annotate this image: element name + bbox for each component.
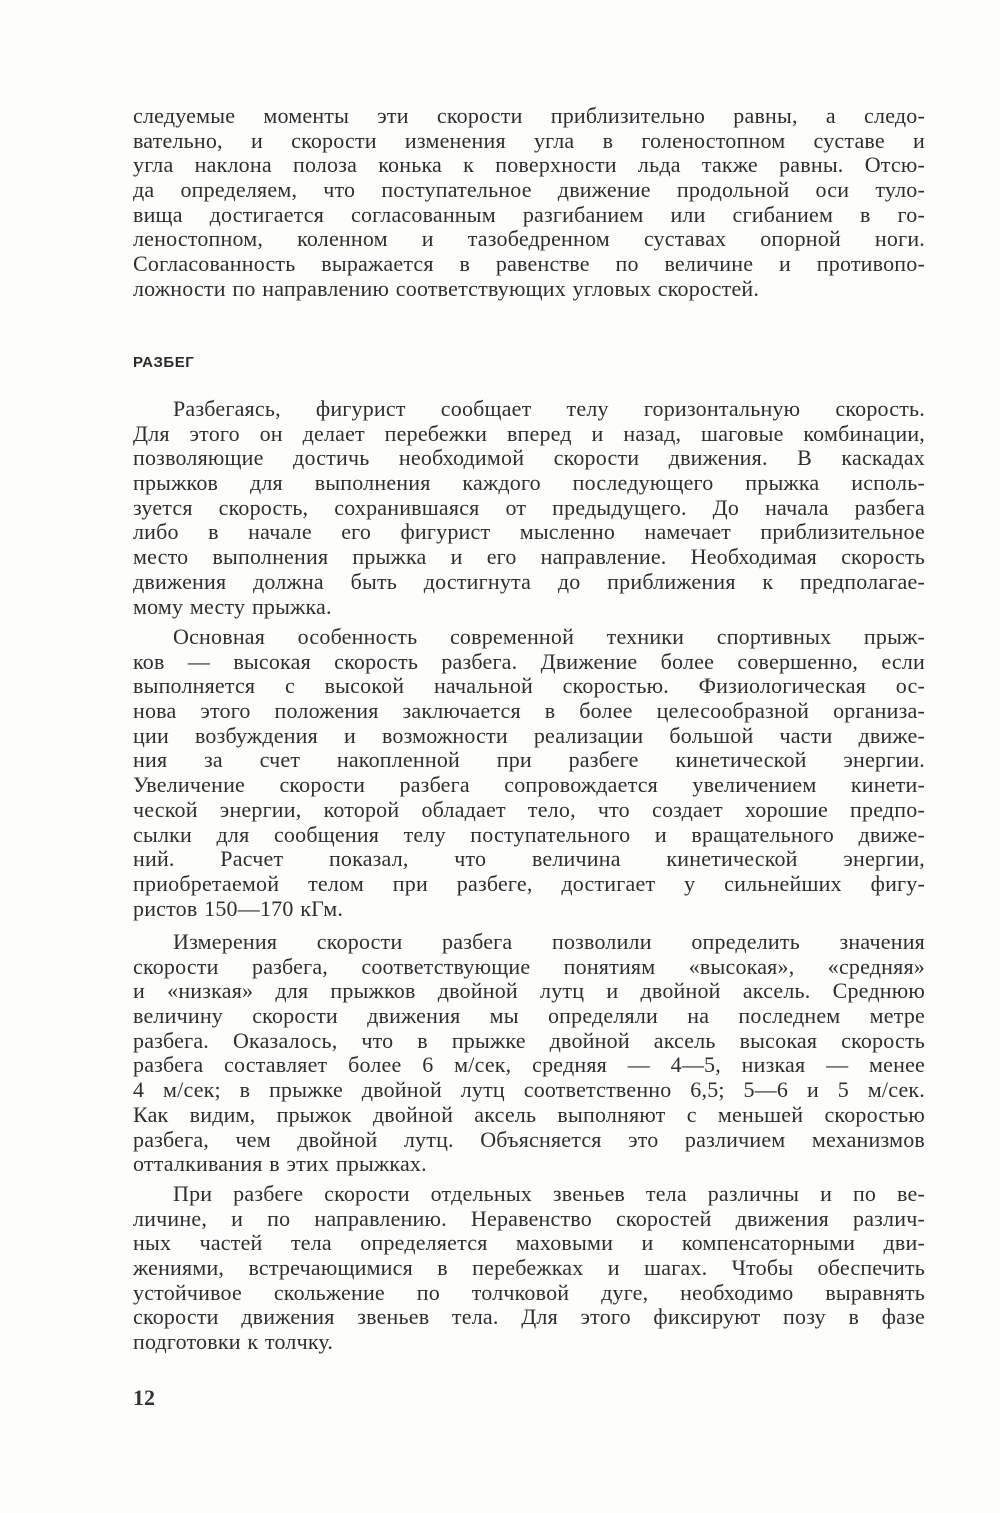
text-line: величину скорости движения мы определяли на последнем метре <box>133 1003 925 1029</box>
text-line: сылки для сообщения телу поступательного и вращательного движе- <box>133 821 925 847</box>
text-line: Основная особенность современной техники спортивных прыж- <box>173 624 925 649</box>
text-line: скорости движения звеньев тела. Для этого фиксируют позу в фазе <box>133 1304 925 1330</box>
text-line: и «низкая» для прыжков двойной лутц и двойной аксель. Среднюю <box>133 978 925 1004</box>
text-line: выполняется с высокой начальной скоростью. Физиологическая ос- <box>133 673 925 699</box>
text-line: угла наклона полоза конька к поверхности льда также равны. Отсю- <box>133 152 925 178</box>
page-number: 12 <box>133 1385 155 1410</box>
text-line: ний. Расчет показал, что величина кинетической энергии, <box>133 846 925 872</box>
text-line: ния за счет накопленной при разбеге кинетической энергии. <box>133 747 925 773</box>
text-line: ных частей тела определяется маховыми и компенсаторными дви- <box>133 1230 925 1256</box>
text-line: вательно, и скорости изменения угла в голеностопном суставе и <box>133 127 925 153</box>
text-line: следуемые моменты эти скорости приблизительно равны, а следо- <box>133 103 925 128</box>
paragraph-run-up-intro <box>133 397 925 619</box>
text-line: ложности по направлению соответствующих угловых скоростей. <box>133 275 760 301</box>
text-line: разбега, чем двойной лутц. Объясняется это различием механизмов <box>133 1126 925 1152</box>
text-line: Как видим, прыжок двойной аксель выполняют с меньшей скоростью <box>133 1101 925 1127</box>
text-line: ристов 150—170 кГм. <box>133 895 344 921</box>
text-line: Согласованность выражается в равенстве по величине и противопо- <box>133 251 925 277</box>
text-line: ции возбуждения и возможности реализации большой части движе- <box>133 722 925 748</box>
text-line: леностопном, коленном и тазобедренном суставах опорной ноги. <box>133 226 925 252</box>
paragraph-measurements <box>133 930 925 1177</box>
text-line: 4 м/сек; в прыжке двойной лутц соответственно 6,5; 5—6 и 5 м/сек. <box>133 1077 925 1103</box>
text-line: либо в начале его фигурист мысленно намечает приблизительное <box>133 519 925 545</box>
text-line: нова этого положения заключается в более целесообразной организа- <box>133 698 925 724</box>
text-line: разбега составляет более 6 м/сек, средняя — 4—5, низкая — менее <box>133 1052 925 1078</box>
text-line: отталкивания в этих прыжках. <box>133 1151 427 1177</box>
text-line: При разбеге скорости отдельных звеньев тела различны и по ве- <box>173 1181 925 1206</box>
text-line: разбега. Оказалось, что в прыжке двойной аксель высокая скорость <box>133 1027 925 1053</box>
text-line: мому месту прыжка. <box>133 593 332 619</box>
text-line: Измерения скорости разбега позволили определить значения <box>173 929 925 954</box>
text-line: да определяем, что поступательное движение продольной оси туло- <box>133 177 925 203</box>
text-line: позволяющие достичь необходимой скорости движения. В каскадах <box>133 445 925 471</box>
text-line: Увеличение скорости разбега сопровождается увеличением кинети- <box>133 772 925 798</box>
paragraph-body-segments <box>133 1182 925 1355</box>
text-line: прыжков для выполнения каждого последующего прыжка исполь- <box>133 470 925 496</box>
text-line: ков — высокая скорость разбега. Движение более совершенно, если <box>133 648 925 674</box>
text-line: зуется скорость, сохранившаяся от предыдущего. До начала разбега <box>133 494 925 520</box>
text-line: вища достигается согласованным разгибанием или сгибанием в го- <box>133 201 925 227</box>
section-heading: РАЗБЕГ <box>133 354 195 371</box>
text-line: скорости разбега, соответствующие понятиям «высокая», «средняя» <box>133 953 925 979</box>
text-line: личине, и по направлению. Неравенство скоростей движения различ- <box>133 1205 925 1231</box>
text-line: подготовки к толчку. <box>133 1329 334 1355</box>
text-line: место выполнения прыжка и его направление. Необходимая скорость <box>133 544 925 570</box>
paragraph-continued <box>133 104 925 302</box>
text-line: устойчивое скольжение по толчковой дуге, необходимо выравнять <box>133 1279 925 1305</box>
text-line: Для этого он делает перебежки вперед и назад, шаговые комбинации, <box>133 420 925 446</box>
text-line: приобретаемой телом при разбеге, достигает у сильнейших фигу- <box>133 870 925 896</box>
text-line: движения должна быть достигнута до приближения к предполагае- <box>133 568 925 594</box>
text-line: жениями, встречающимися в перебежках и шагах. Чтобы обеспечить <box>133 1255 925 1281</box>
paragraph-run-up-speed <box>133 625 925 921</box>
text-line: Разбегаясь, фигурист сообщает телу горизонтальную скорость. <box>173 396 925 421</box>
text-line: ческой энергии, которой обладает тело, что создает хорошие предпо- <box>133 796 925 822</box>
